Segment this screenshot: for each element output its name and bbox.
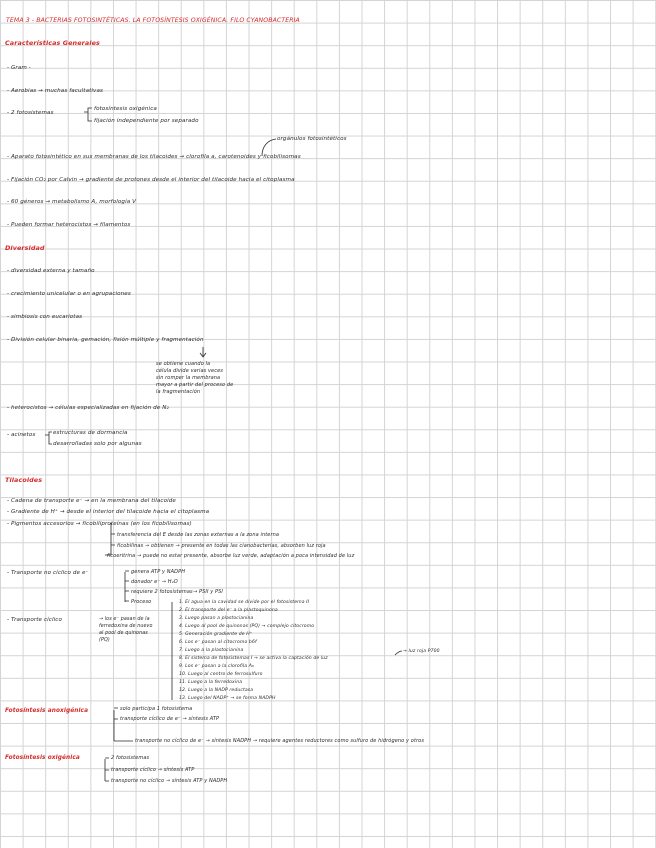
bracket-arrow [105, 758, 109, 781]
note-line: - acinetos [7, 432, 36, 438]
note-line: - Gram - [7, 65, 31, 71]
heading-caracteristicas: Características Generales [5, 39, 100, 47]
note-line: - crecimiento unicelular o en agrupaciones [7, 291, 131, 297]
note-line: se obtiene cuando la [156, 361, 211, 367]
bracket-arrow [105, 523, 115, 555]
note-line: ferredoxina de nuevo [99, 624, 153, 629]
note-line: - Fijación CO₂ por Calvin → gradiente de protones desde el interior del tilacoide hacia el citoplasma [7, 177, 295, 183]
process-step: 2. El transporte del e⁻ a la plastoquinona [179, 608, 278, 613]
note-line: requiere 2 fotosistemas [131, 589, 193, 595]
note-line: - Pigmentos accesorios → ficobiliproteínas (en los ficobilisomas) [7, 521, 192, 527]
note-line: ficoeritrina → puede no estar presente, absorbe luz verde, adaptación a poca intensidad de luz [107, 553, 355, 559]
note-line: transporte no cíclico de e⁻ → síntesis NADPH → requiere agentes reductores como sulfuro de hidrógeno y otros [135, 738, 425, 744]
note-line: → los e⁻ pasan de la [99, 617, 150, 622]
note-line: donador e⁻ → H₂O [131, 579, 178, 585]
process-step: 1. El agua en la cavidad se divide por el fotosistema II [179, 600, 310, 605]
heading-fotosintesis-oxigenica: Fotosíntesis oxigénica [5, 755, 80, 761]
note-line: → PSII y PSI [193, 589, 223, 595]
note-line: genera ATP y NADPH [131, 569, 186, 575]
process-step: 8. El sistema de fotosistemas I → se activa la captación de luz [179, 656, 328, 661]
note-line: transferencia del E desde las zonas externas a la zona interna [117, 532, 280, 538]
bracket-arrow [45, 432, 52, 444]
process-step: 5. Generación gradiente de H⁺ [179, 632, 253, 637]
process-step: 12. Luego a la NADP reductasa [179, 688, 254, 693]
down-arrow [200, 347, 206, 357]
note-line: - Aerobias → muchas facultativas [7, 88, 104, 94]
process-step: 10. Luego al centro de ferrosulfuro [179, 672, 263, 677]
process-step: 3. Luego pasan a plastocianina [179, 616, 254, 621]
note-line: - Gradiente de H⁺ → desde el interior del tilacoide hacia el citoplasma [7, 509, 210, 515]
curved-arrow [262, 139, 276, 156]
note-line: estructuras de dormancia [53, 430, 128, 436]
note-line: - simbiosis con eucariotas [7, 314, 83, 320]
note-line: transporte cíclico de e⁻ → síntesis ATP [120, 716, 220, 722]
note-line: - Aparato fotosintético en sus membranas de los tilacoides → clorofila a, carotenoides y ficobilisomas [7, 154, 301, 160]
note-line: Proceso [131, 599, 152, 605]
page-title: TEMA 3 - BACTERIAS FOTOSINTÉTICAS. LA FOTOSÍNTESIS OXIGÉNICA. FILO CYANOBACTERIA [6, 17, 300, 24]
note-line: la fragmentación [156, 389, 201, 395]
heading-tilacoides: Tilacoides [5, 476, 43, 484]
process-step: 13. Luego del NADP⁺ → se forma NADPH [179, 696, 276, 701]
note-line: mayor a partir del proceso de [156, 382, 234, 388]
bracket-arrow [114, 708, 133, 741]
note-line: - Transporte cíclico [7, 617, 62, 623]
heading-fotosintesis-anoxigenica: Fotosíntesis anoxigénica [5, 708, 89, 714]
note-line: - Pueden formar heterocistos → filamentos [7, 222, 131, 228]
note-line: fotosíntesis oxigénica [94, 106, 157, 112]
note-line: - Cadena de transporte e⁻ → en la membrana del tilacoide [7, 498, 176, 504]
bracket-arrow [125, 571, 129, 602]
note-line: - 60 géneros → metabolismo A, morfología V [7, 199, 137, 205]
note-line: (PQ) [99, 638, 110, 643]
note-line: orgánulos fotosintéticos [277, 136, 347, 142]
note-line: - diversidad externa y tamaño [7, 268, 95, 274]
note-line: ficobilinas → obtienen → presente en todas las cianobacterias, absorben luz roja [117, 543, 326, 549]
note-line: transporte no cíclico → síntesis ATP y NADPH [111, 778, 228, 784]
note-line: - 2 fotosistemas [7, 110, 54, 116]
curved-arrow [395, 651, 402, 655]
process-step-note: → luz roja P700 [403, 649, 440, 654]
note-line: sin romper la membrana [156, 375, 221, 381]
process-step: 7. Luego a la plastocianina [179, 648, 244, 653]
process-step: 11. Luego a la ferredoxina [179, 680, 243, 685]
note-line: transporte cíclico → síntesis ATP [111, 767, 195, 773]
process-step: 4. Luego al pool de quinonas (PQ) → complejo citocromo [179, 624, 315, 629]
note-line: - Transporte no cíclico de e⁻ [7, 570, 89, 576]
note-line: desarrolladas solo por algunas [53, 441, 142, 447]
note-line: - heterocistos → células especializadas en fijación de N₂ [7, 405, 169, 411]
process-step: 6. Los e⁻ pasan al citocromo b6f [179, 640, 257, 645]
note-line: solo participa 1 fotosistema [120, 706, 193, 712]
heading-diversidad: Diversidad [5, 244, 45, 252]
note-line: 2 fotosistemas [111, 755, 150, 761]
note-line: - División celular binaria, gemación, fisión múltiple y fragmentación [7, 337, 204, 343]
note-line: al pool de quinonas [99, 631, 148, 636]
note-line: fijación independiente por separado [94, 118, 199, 124]
note-line: célula divide varias veces [156, 368, 223, 374]
process-step: 9. Los e⁻ pasan a la clorofila A₀ [179, 664, 254, 669]
bracket-arrow [84, 108, 92, 121]
